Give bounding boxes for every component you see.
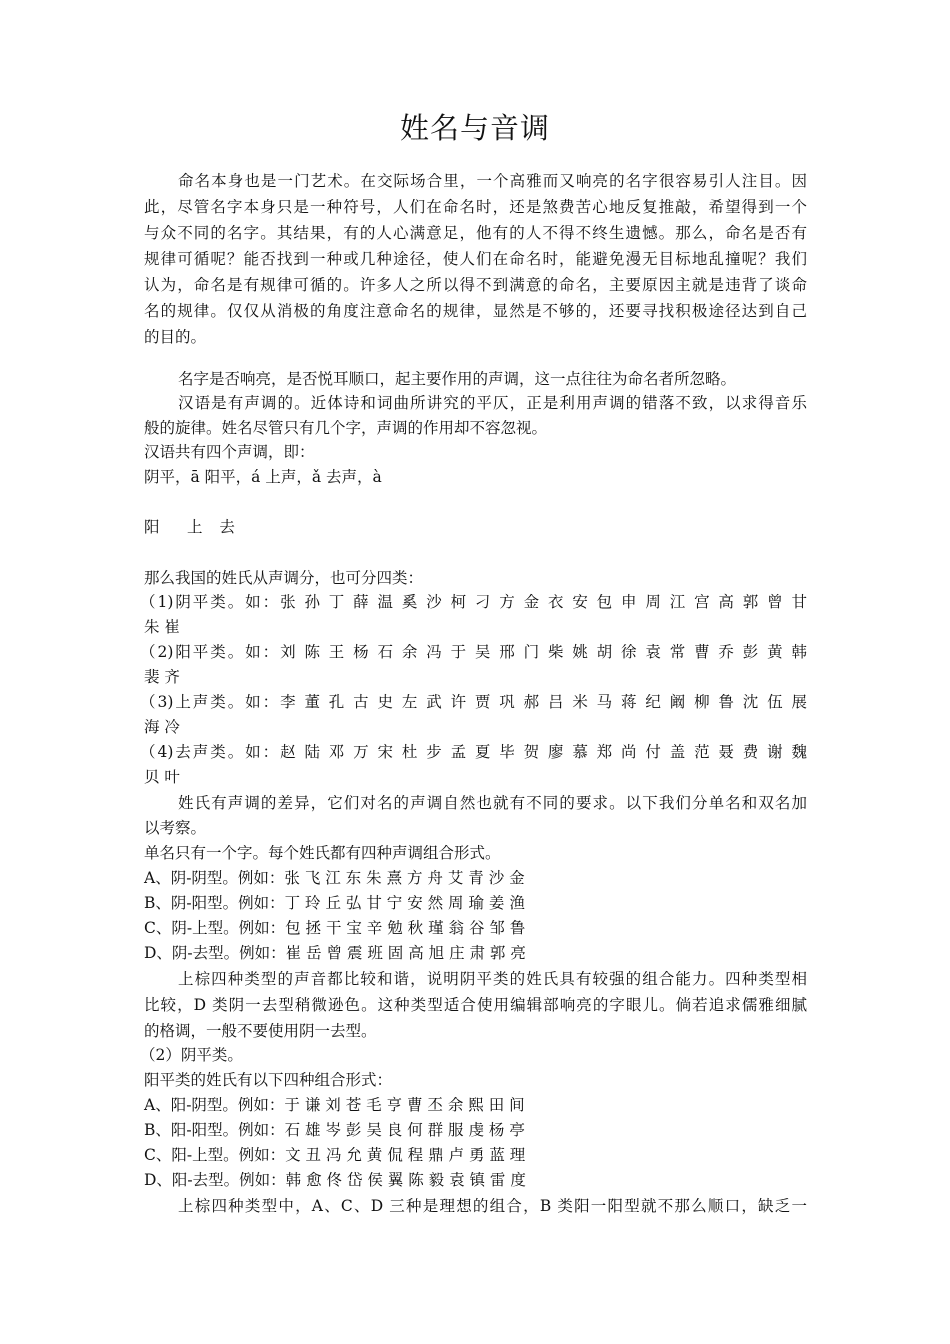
para6-line: 上棕四种类型中，A、C、D 三种是理想的组合，B 类阳一阳型就不那么顺口，缺乏一 [178, 1197, 807, 1215]
para1-line: 与众不同的名字。其结果，有的人心满意足，他有的人不得不终生遗憾。那么，命名是否有 [144, 224, 807, 242]
tones-line: 阴平，ā 阳平，á 上声，ǎ 去声，à [144, 468, 382, 486]
yang-type-line: B、阳-阳型。例如：石 雄 岑 彭 吴 良 何 群 服 虔 杨 亭 [144, 1121, 525, 1139]
category-line: 贝 叶 [144, 768, 180, 786]
para3-line: 汉语是有声调的。近体诗和词曲所讲究的平仄，正是利用声调的错落不致，以求得音乐 [178, 394, 807, 412]
single-intro: 单名只有一个字。每个姓氏都有四种声调组合形式。 [144, 844, 501, 862]
category-line: （4)去声类。如：赵 陆 邓 万 宋 杜 步 孟 夏 毕 贺 廖 慕 郑 尚 付 盖 范 聂 费 谢 魏 [140, 743, 807, 761]
para5-line: 的格调，一般不要使用阴一去型。 [144, 1022, 377, 1040]
yang-type-line: D、阳-去型。例如：韩 愈 佟 岱 侯 翼 陈 毅 袁 镇 雷 度 [144, 1171, 526, 1189]
para5-line: 比较，D 类阴一去型稍微逊色。这种类型适合使用编辑部响亮的字眼儿。倘若追求儒雅细腻 [144, 996, 807, 1014]
yang-intro: 阳平类的姓氏有以下四种组合形式： [144, 1071, 393, 1089]
section-heading: （2）阴平类。 [140, 1046, 243, 1064]
para1-line: 规律可循呢？能否找到一种或几种途径，使人们在命名时，能避免漫无目标地乱撞呢？我们 [144, 250, 807, 268]
para1-line: 命名本身也是一门艺术。在交际场合里，一个高雅而又响亮的名字很容易引人注目。因 [178, 172, 807, 190]
para3-line: 般的旋律。姓名尽管只有几个字，声调的作用却不容忽视。 [144, 419, 548, 437]
para4-line: 姓氏有声调的差异，它们对名的声调自然也就有不同的要求。以下我们分单名和双名加 [178, 794, 807, 812]
yang-type-line: A、阳-阴型。例如：于 谦 刘 苍 毛 亨 曹 丕 余 熙 田 间 [144, 1096, 525, 1114]
para4-line: 以考察。 [144, 819, 207, 837]
para1-line: 认为，命名是有规律可循的。许多人之所以得不到满意的命名，主要原因主就是违背了谈命 [144, 276, 807, 294]
tones-labels: 阳 上 去 [144, 518, 241, 536]
para5-line: 上棕四种类型的声音都比较和谐，说明阴平类的姓氏具有较强的组合能力。四种类型相 [178, 970, 807, 988]
para1-line: 此，尽管名字本身只是一种符号，人们在命名时，还是煞费苦心地反复推敲，希望得到一个 [144, 198, 807, 216]
para1-line: 名的规律。仅仅从消极的角度注意命名的规律，显然是不够的，还要寻找积极途径达到自己 [144, 302, 807, 320]
yin-type-line: B、阴-阳型。例如：丁 玲 丘 弘 甘 宁 安 然 周 瑜 姜 渔 [144, 894, 525, 912]
yin-type-line: D、阴-去型。例如：崔 岳 曾 震 班 固 高 旭 庄 肃 郭 亮 [144, 944, 526, 962]
category-line: （2)阳平类。如：刘 陈 王 杨 石 余 冯 于 吴 邢 门 柴 姚 胡 徐 袁 常 曹 乔 彭 黄 韩 [140, 643, 807, 661]
yang-type-line: C、阳-上型。例如：文 丑 冯 允 黄 侃 程 鼎 卢 勇 蓝 理 [144, 1146, 526, 1164]
yin-type-line: C、阴-上型。例如：包 拯 干 宝 辛 勉 秋 瑾 翁 谷 邹 鲁 [144, 919, 526, 937]
surname-intro: 那么我国的姓氏从声调分，也可分四类： [144, 569, 424, 587]
page-title: 姓名与音调 [399, 111, 550, 145]
category-line: （1)阴平类。如：张 孙 丁 薛 温 奚 沙 柯 刁 方 金 衣 安 包 申 周 江 宫 高 郭 曾 甘 [140, 593, 807, 611]
para2-line: 名字是否响亮，是否悦耳顺口，起主要作用的声调，这一点往往为命名者所忽略。 [178, 370, 737, 388]
para1-line: 的目的。 [144, 328, 207, 346]
yin-type-line: A、阴-阴型。例如：张 飞 江 东 朱 熹 方 舟 艾 青 沙 金 [144, 869, 525, 887]
category-line: （3)上声类。如：李 董 孔 古 史 左 武 许 贾 巩 郝 吕 米 马 蒋 纪 阚 柳 鲁 沈 伍 展 [140, 693, 807, 711]
category-line: 裴 齐 [144, 668, 180, 686]
four-tones-intro: 汉语共有四个声调，即： [144, 443, 315, 461]
category-line: 海 冷 [144, 718, 180, 736]
category-line: 朱 崔 [144, 618, 180, 636]
